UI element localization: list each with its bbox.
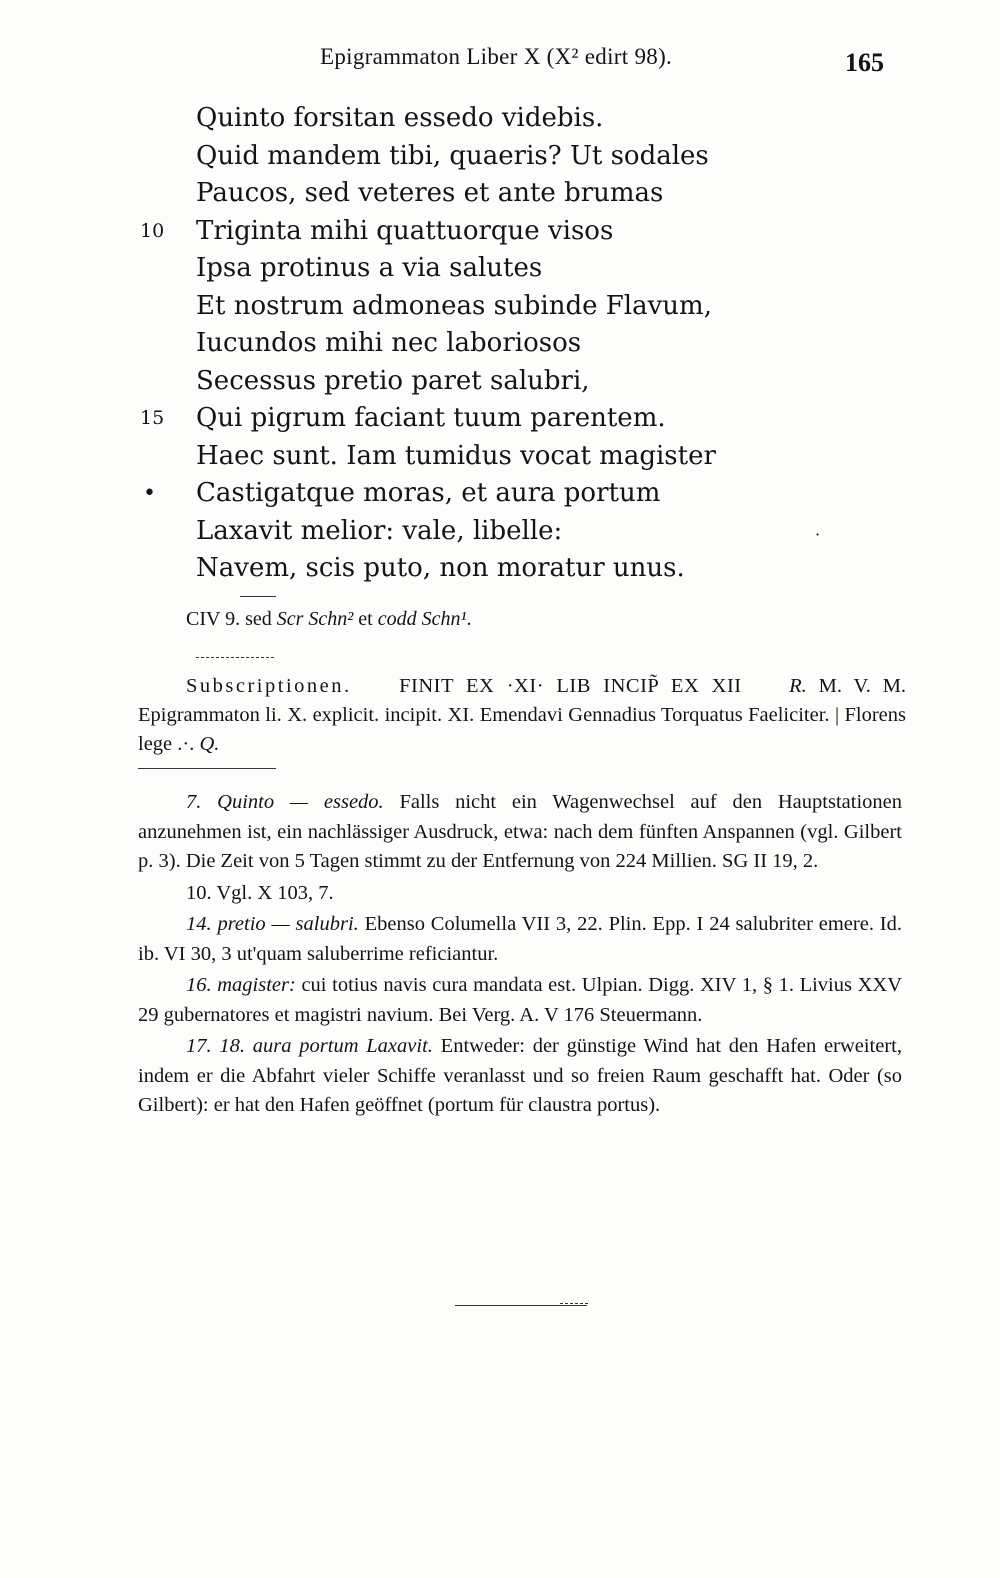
apparatus-source-1: Scr Schn² <box>276 608 354 630</box>
commentary-note <box>138 910 902 969</box>
subscriptions-body: M. V. M. Epigrammaton li. X. explicit. incipit. XI. Emendavi Gennadius Torquatus Faeliciter. | Florens lege .·. <box>138 675 907 755</box>
note-text: Entweder: der günstige Wind hat den Hafen erweitert, indem er die Abfahrt vieler Schiffe veranlasst und so freien Raum geschafft hat. Oder (so Gilbert): er hat den Hafen geöffnet (portum für claustra portus). <box>138 1035 902 1116</box>
page-number: 165 <box>845 48 884 77</box>
apparatus-rule <box>240 596 276 597</box>
poem-line-text: Paucos, sed veteres et ante brumas <box>196 178 664 208</box>
apparatus-prefix: CIV 9. sed <box>186 608 277 630</box>
end-rule-tail <box>560 1303 588 1304</box>
poem-line <box>0 475 1000 513</box>
subscriptions-label: Subscriptionen. <box>186 675 352 697</box>
poem-line-text: Castigatque moras, et aura portum <box>196 478 661 508</box>
poem-line-text: Et nostrum admoneas subinde Flavum, <box>196 290 712 321</box>
poem-line <box>0 100 1000 138</box>
apparatus-source-2: codd Schn¹ <box>377 608 467 630</box>
commentary-note <box>138 879 902 909</box>
commentary-notes <box>138 788 902 1123</box>
note-reference: 7. Quinto — essedo. <box>186 791 384 813</box>
apparatus-suffix: . <box>466 608 472 630</box>
note-reference: 14. pretio — salubri. <box>186 913 359 935</box>
poem-line <box>0 438 1000 476</box>
commentary-note <box>138 1032 902 1121</box>
subscriptions-caps: FINIT EX ·XI· LIB INCIP̃ EX XII <box>399 675 742 697</box>
poem-line <box>0 138 1000 176</box>
poem-line-text: Qui pigrum faciant tuum parentem. <box>196 403 666 433</box>
siglum-r: R. <box>789 675 807 697</box>
poem-line <box>0 325 1000 363</box>
poem-line-text: Ipsa protinus a via salutes <box>196 253 543 283</box>
poem-line-text: Quid mandem tibi, quaeris? Ut sodales <box>196 140 709 171</box>
note-reference: 16. magister: <box>186 974 296 996</box>
apparatus-middle: et <box>353 608 378 630</box>
subscription-rule <box>196 657 274 658</box>
note-text: 10. Vgl. X 103, 7. <box>186 881 334 904</box>
stray-mark: · <box>815 525 821 544</box>
note-text: Falls nicht ein Wagenwechsel auf den Hauptstationen anzunehmen ist, ein nachlässiger Ausdruck, etwa: nach dem fünften Anspannen (vgl. Gilbert p. 3). Die Zeit von 5 Tagen stimmt zu der Entfernung von 224 Millien. SG II 19, 2. <box>138 791 902 872</box>
poem-line-text: Triginta mihi quattuorque visos <box>196 215 614 246</box>
poem-line <box>0 400 1000 438</box>
poem-line <box>0 288 1000 326</box>
siglum-q: Q. <box>199 733 220 755</box>
poem-line <box>0 175 1000 213</box>
line-number: 10 <box>140 219 165 242</box>
note-text: Ebenso Columella VII 3, 22. Plin. Epp. I 24 salubriter emere. Id. ib. VI 30, 3 ut'quam saluberrime reficiantur. <box>138 913 902 965</box>
commentary-note <box>138 788 902 877</box>
poem-line <box>0 363 1000 401</box>
line-number: 15 <box>140 407 165 429</box>
poem-line <box>0 513 1000 551</box>
poem-line <box>0 250 1000 288</box>
notes-rule <box>138 768 276 769</box>
poem-line-text: Haec sunt. Iam tumidus vocat magister <box>196 440 716 471</box>
poem-line-text: Navem, scis puto, non moratur unus. <box>196 553 685 583</box>
margin-mark: • <box>143 481 156 506</box>
poem-line-text: Laxavit melior: vale, libelle: <box>196 515 563 546</box>
commentary-note <box>138 971 902 1030</box>
note-text: cui totius navis cura mandata est. Ulpian. Digg. XIV 1, § 1. Livius XXV 29 gubernatores et magistri navium. Bei Verg. A. V 176 Steuermann. <box>138 974 902 1026</box>
end-rule <box>455 1305 587 1306</box>
poem-line-text: Iucundos mihi nec laboriosos <box>196 328 582 358</box>
running-title: Epigrammaton Liber X (X² edirt 98). <box>320 44 673 69</box>
note-reference: 17. 18. aura portum Laxavit. <box>186 1035 433 1057</box>
poem-line-text: Quinto forsitan essedo videbis. <box>196 103 604 133</box>
subscriptions-block <box>138 672 906 759</box>
poem-text <box>0 100 1000 588</box>
poem-line <box>0 550 1000 588</box>
critical-apparatus <box>186 608 471 631</box>
poem-line-text: Secessus pretio paret salubri, <box>196 365 590 396</box>
poem-line <box>0 213 1000 251</box>
